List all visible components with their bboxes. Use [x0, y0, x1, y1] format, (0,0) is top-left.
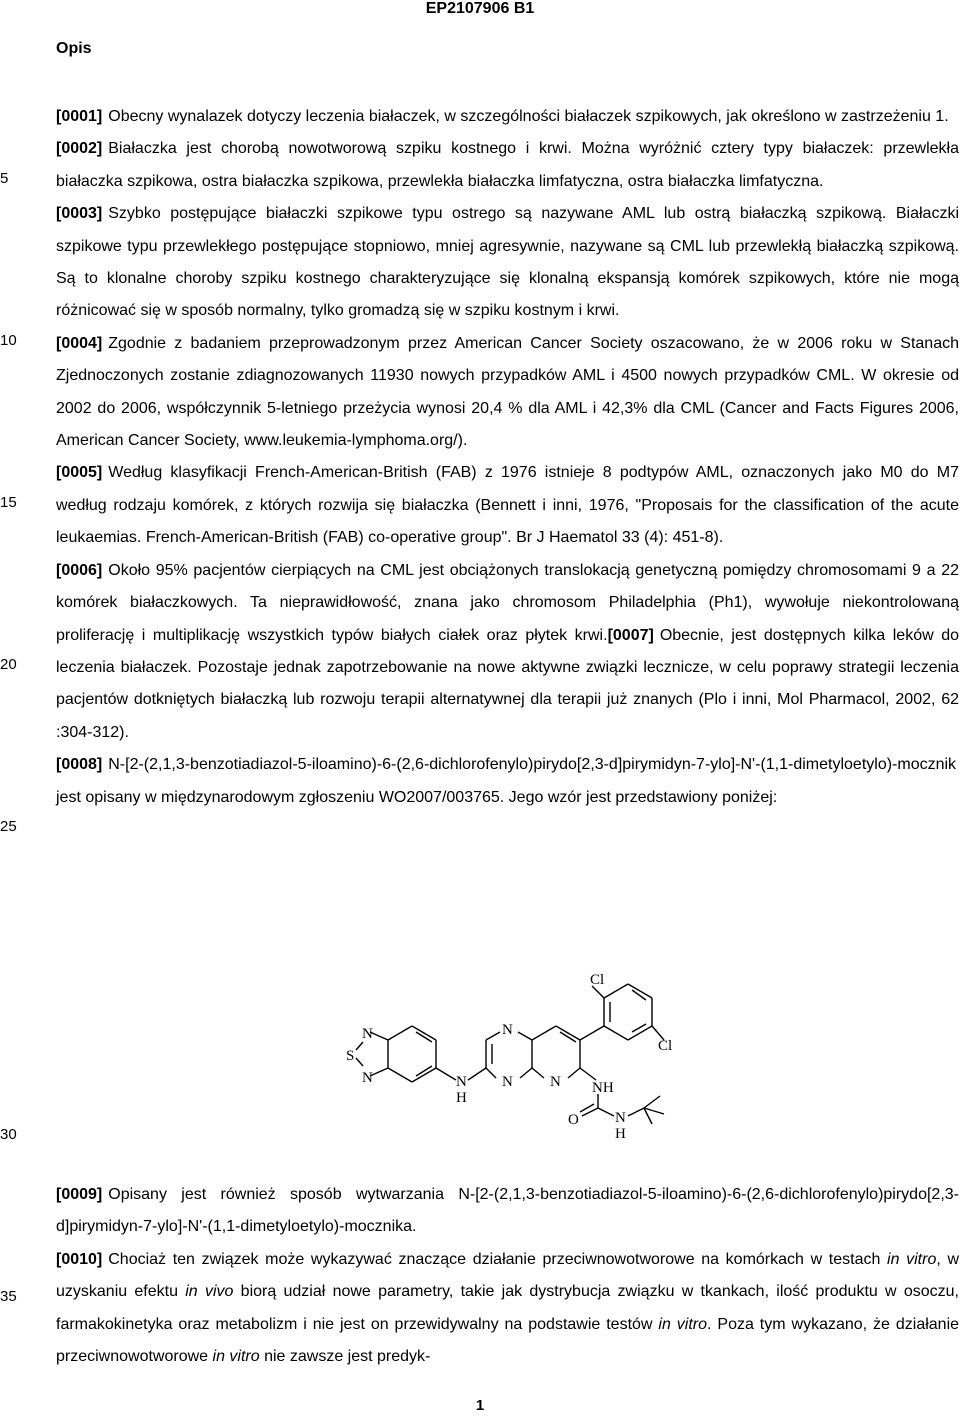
- paragraph-text: Zgodnie z badaniem przeprowadzonym przez American Cancer Society oszacowano, że w 2006 roku w Stanach Zjednoczonych zostanie zdiagnozowanych 11930 nowych przypadków AML i 4500 nowych przypadków CML. W okresie od 2002 do 2006, współczynnik 5-letniego przeżycia wynosi 20,4 % dla AML i 42,3% dla CML (Cancer and Facts Figures 2006, American Cancer Society, www.leukemia-lymphoma.org/).: [56, 334, 959, 450]
- paragraph-0004: [56, 328, 959, 458]
- paragraph-text: Chociaż ten związek może wykazywać znaczące działanie przeciwnowotworowe na komórkach w testach: [108, 1251, 888, 1268]
- italic-term: in vitro: [212, 1348, 260, 1366]
- atom-label: H: [456, 1090, 467, 1106]
- paragraph-text: Białaczka jest chorobą nowotworową szpiku kostnego i krwi. Można wyróżnić cztery typy białaczek: przewlekła białaczka szpikowa, ostra białaczka szpikowa, przewlekła białaczka limfatyczna, ostra białaczka limfatyczna.: [56, 140, 959, 190]
- paragraph-number: [0006]: [56, 561, 103, 579]
- line-number: 5: [0, 170, 9, 187]
- line-number: 30: [0, 1126, 17, 1143]
- paragraph-text: Około 95% pacjentów cierpiących na CML jest obciążonych translokacją genetyczną pomiędzy chromosomami 9 a 22 komórek białaczkowych. Ta nieprawidłowość, znana jako chromosom Philadelphia (Ph1), wywołuje niekontrolowaną proliferację i multiplikację wszystkich typów białych ciałek oraz płytek krwi.: [56, 561, 959, 644]
- paragraph-number: [0009]: [56, 1186, 103, 1203]
- line-number: 20: [0, 656, 17, 673]
- paragraph-0010: [56, 1244, 959, 1374]
- atom-label: N: [502, 1022, 513, 1038]
- paragraph-text: biorą udział nowe parametry, takie jak dystrybucja związku w tkankach, ilość produktu w osoczu, farmakokinetyka oraz metabolizm i nie jest on przewidywalny na podstawie testów: [56, 1283, 960, 1333]
- paragraph-text: Obecny wynalazek dotyczy leczenia białaczek, w szczególności białaczek szpikowych, jak określono w zastrzeżeniu 1.: [108, 108, 949, 125]
- italic-term: in vivo: [185, 1283, 234, 1301]
- paragraph-number: [0003]: [56, 205, 103, 223]
- paragraph-text: N-[2-(2,1,3-benzotiadiazol-5-iloamino)-6-(2,6-dichlorofenylo)pirydo[2,3-d]pirymidyn-7-ylo]-N'-(1,1-dimetyloetylo)-mocznik jest opisany w międzynarodowym zgłoszeniu WO2007/003765. Jego wzór jest przedstawiony poniżej:: [56, 756, 957, 806]
- paragraph-number: [0008]: [56, 756, 103, 774]
- atom-label: NH: [592, 1080, 614, 1096]
- atom-label: Cl: [590, 972, 605, 988]
- paragraph-text: . Poza tym wykazano, że działanie przeciwnowotworowe: [56, 1315, 960, 1366]
- line-number: 35: [0, 1288, 17, 1305]
- atom-label: S: [346, 1048, 355, 1064]
- paragraph-number: [0001]: [56, 108, 103, 125]
- paragraph-number: [0007]: [607, 626, 654, 644]
- italic-term: in vitro: [658, 1315, 708, 1333]
- paragraph-number: [0010]: [56, 1251, 103, 1268]
- paragraph-0006: [56, 555, 959, 749]
- page-number: 1: [475, 1397, 485, 1414]
- paragraph-text: nie zawsze jest predyk-: [259, 1348, 431, 1366]
- atom-label: N: [502, 1074, 513, 1090]
- paragraph-0001: [56, 101, 959, 133]
- line-number: 15: [0, 494, 17, 511]
- atom-label: N: [615, 1110, 626, 1126]
- line-number: 25: [0, 818, 17, 835]
- paragraph-0008: [56, 749, 959, 814]
- paragraph-0005: [56, 457, 959, 554]
- atom-label: H: [615, 1126, 626, 1142]
- atom-label: Cl: [658, 1038, 673, 1054]
- atom-label: O: [568, 1112, 579, 1128]
- atom-label: N: [362, 1026, 373, 1042]
- atom-label: N: [362, 1070, 373, 1086]
- section-title: Opis: [56, 40, 92, 57]
- paragraph-text: Obecnie, jest dostępnych kilka leków do leczenia białaczek. Pozostaje jednak zapotrzebowanie na nowe aktywne związki lecznicze, w celu poprawy strategii leczenia pacjentów dotkniętych białaczką lub rozwoju terapii alternatywnej dla terapii już znanych (Plo i inni, Mol Pharmacol, 2002, 62 :304-312).: [56, 626, 959, 741]
- paragraph-number: [0004]: [56, 334, 103, 352]
- paragraph-0009: [56, 1179, 959, 1244]
- paragraph-text: Opisany jest również sposób wytwarzania N-[2-(2,1,3-benzotiadiazol-5-iloamino)-6-(2,6-dichlorofenylo)pirydo[2,3-d]pirymidyn-7-ylo]-N'-(1,1-dimetyloetylo)-mocznika.: [56, 1186, 959, 1236]
- paragraph-text: Według klasyfikacji French-American-British (FAB) z 1976 istnieje 8 podtypów AML, oznaczonych jako M0 do M7 według rodzaju komórek, z których rozwija się białaczka (Bennett i inni, 1976, "Proposais for the classification of the acute leukaemias. French-American-British (FAB) co-operative group". Br J Haematol 33 (4): 451-8).: [56, 464, 959, 547]
- paragraph-text: , w uzyskaniu efektu: [56, 1251, 959, 1301]
- paragraph-text: Szybko postępujące białaczki szpikowe typu ostrego są nazywane AML lub ostrą białaczką szpikową. Białaczki szpikowe typu przewlekłego postępujące stopniowo, mniej agresywnie, nazywane są CML lub przewlekłą białaczką szpikową. Są to klonalne choroby szpiku kostnego charakteryzujące się klonalną ekspansją komórek szpikowych, które nie mogą różnicować się w sposób normalny, tylko gromadzą się w szpiku kostnym i krwi.: [56, 205, 959, 320]
- description-body: [56, 101, 959, 814]
- paragraph-0002: [56, 133, 959, 198]
- paragraph-0003: [56, 198, 959, 328]
- document-number: EP2107906 B1: [425, 0, 535, 17]
- chemical-structure-figure: [330, 970, 710, 1145]
- line-number: 10: [0, 332, 17, 349]
- atom-label: N: [550, 1074, 561, 1090]
- paragraph-number: [0002]: [56, 140, 103, 158]
- italic-term: in vitro: [887, 1251, 937, 1268]
- atom-label: N: [456, 1074, 467, 1090]
- paragraph-number: [0005]: [56, 464, 103, 482]
